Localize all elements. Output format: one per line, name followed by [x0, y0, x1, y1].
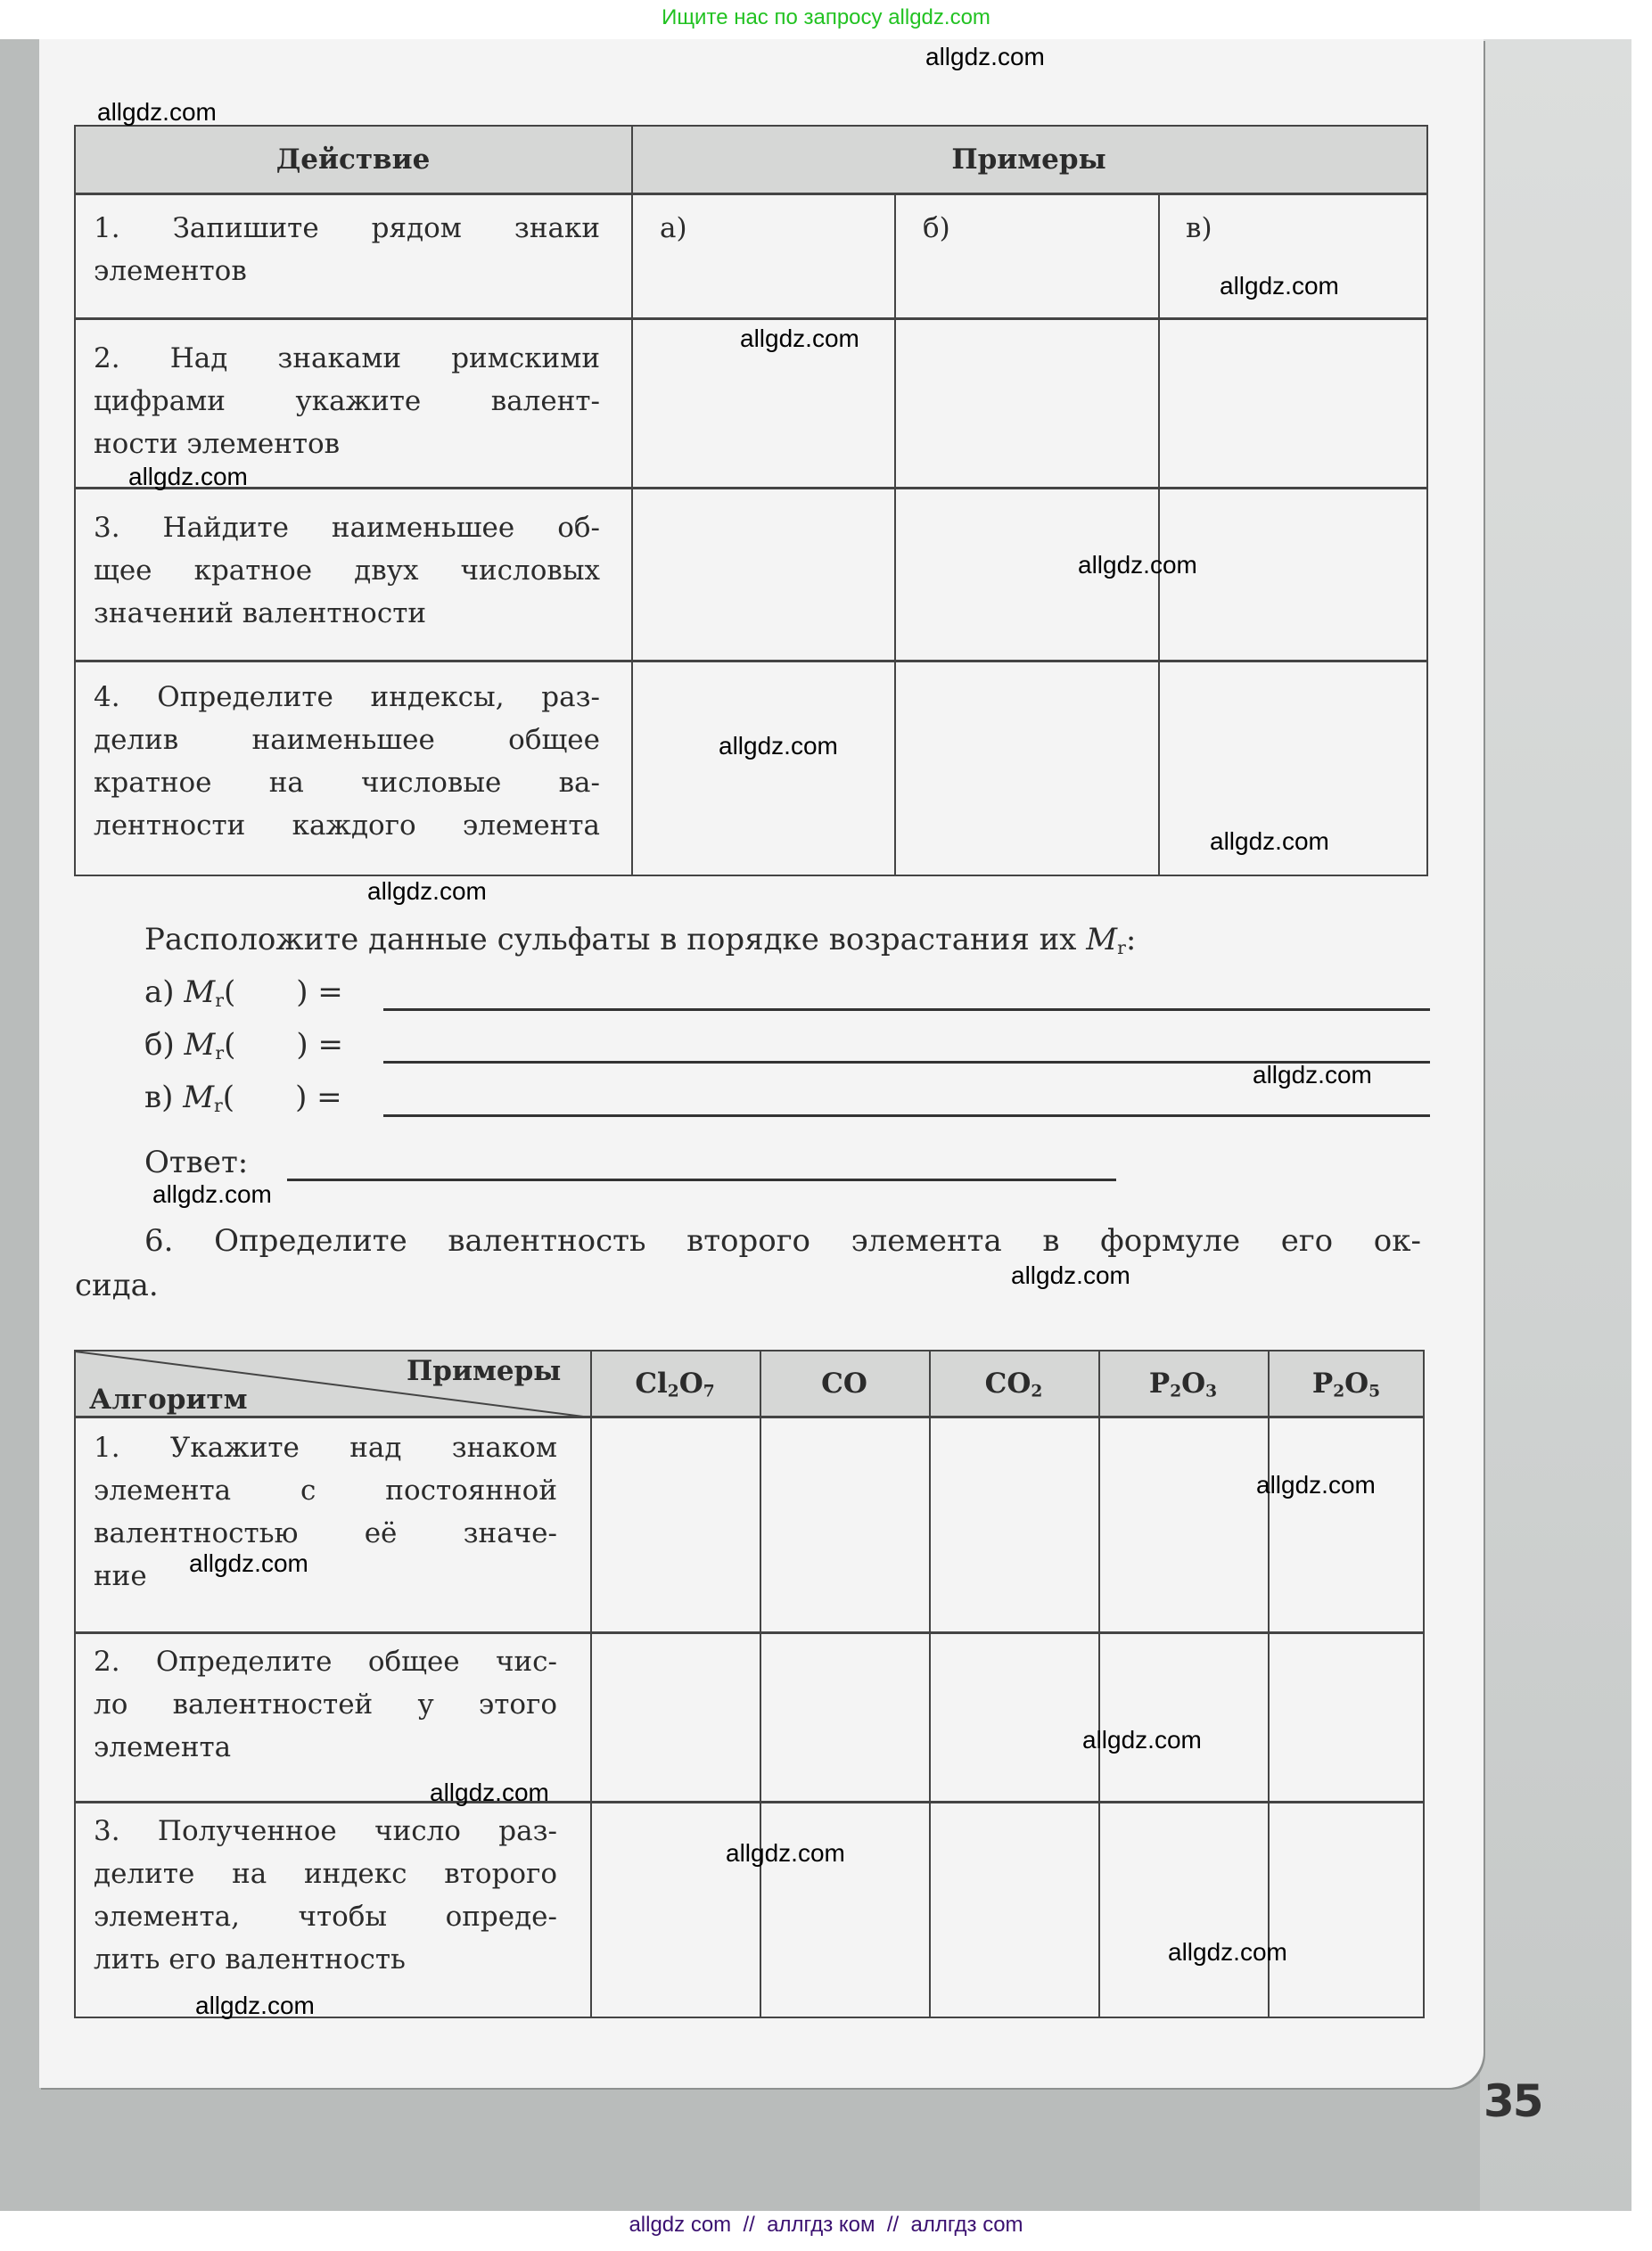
table1-col-divider	[631, 125, 633, 876]
watermark: allgdz.com	[430, 1779, 549, 1806]
step-4-line: 4. Определите индексы, раз-	[94, 681, 600, 713]
task6-line2: сида.	[75, 1268, 159, 1303]
algo-step-1-line: 1. Укажите над знаком	[94, 1432, 557, 1464]
example-label-a: а)	[660, 212, 687, 244]
watermark: allgdz.com	[189, 1549, 308, 1577]
top-banner	[0, 0, 1652, 39]
paren-open: (	[224, 1027, 236, 1063]
watermark: allgdz.com	[367, 877, 487, 905]
algo-step-3-line: 3. Полученное число раз-	[94, 1815, 557, 1847]
example-label-b: б)	[923, 212, 950, 244]
watermark: allgdz.com	[726, 1839, 845, 1867]
watermark: allgdz.com	[1253, 1061, 1372, 1089]
algo-step-1-line: ние	[94, 1560, 147, 1592]
oxide-p2o5: $P_2O_5$	[1311, 1368, 1381, 1401]
watermark: allgdz.com	[1082, 1726, 1202, 1754]
watermark: allgdz.com	[1220, 272, 1339, 300]
corner-algorithm-label: Алгоритм	[89, 1384, 248, 1416]
oxide-co2: $CO_2$	[984, 1368, 1043, 1401]
mr-symbol: M	[1086, 922, 1118, 957]
watermark: allgdz.com	[1078, 551, 1197, 579]
table2-col-divider	[1098, 1350, 1100, 2018]
sulfates-prompt	[144, 918, 1136, 969]
step-2-line: ности элементов	[94, 428, 341, 460]
algo-step-1-line: валентностью её значе-	[94, 1517, 557, 1549]
page-edge-strip	[1480, 39, 1631, 2211]
watermark: allgdz.com	[1256, 1471, 1376, 1499]
footer-text: allgdz com // аллгдз ком // аллгдз com	[629, 2213, 1023, 2237]
step-1-line: 1. Запишите рядом знаки	[94, 212, 600, 244]
watermark: allgdz.com	[1168, 1938, 1287, 1966]
task6-line1: 6. Определите валентность второго элемента в формуле его ок-	[144, 1223, 1421, 1259]
table1-row-divider	[74, 660, 1428, 662]
answer-line-c[interactable]	[383, 1114, 1430, 1117]
table1-row-divider	[74, 487, 1428, 489]
paren-open: (	[222, 1080, 235, 1115]
answer-line-a[interactable]	[383, 1008, 1430, 1011]
mr-subscript: r	[214, 1095, 223, 1117]
watermark: allgdz.com	[1210, 827, 1329, 855]
watermark: allgdz.com	[195, 1992, 315, 2019]
item-label: а)	[144, 974, 175, 1010]
paren-close: )	[296, 1027, 308, 1063]
table1-header-divider	[74, 193, 1428, 195]
paren-close: )	[295, 1080, 308, 1115]
step-2-line: 2. Над знаками римскими	[94, 342, 600, 374]
table2-row-divider	[74, 1801, 1425, 1803]
algo-step-3-line: делите на индекс второго	[94, 1858, 557, 1890]
equals: =	[317, 974, 343, 1010]
table1-row-divider	[74, 317, 1428, 320]
step-3-line: щее кратное двух числовых	[94, 555, 600, 587]
algo-step-2-line: ло валентностей у этого	[94, 1688, 557, 1721]
watermark: allgdz.com	[152, 1180, 272, 1208]
watermark: allgdz.com	[719, 732, 838, 760]
step-3-line: значений валентности	[94, 597, 427, 629]
table2-row-divider	[74, 1631, 1425, 1634]
mr-item-c	[144, 1076, 342, 1127]
watermark: allgdz.com	[97, 98, 217, 126]
mr-item-b	[144, 1023, 343, 1074]
step-1-line: элементов	[94, 255, 247, 287]
table2-col-divider	[760, 1350, 761, 2018]
step-3-line: 3. Найдите наименьшее об-	[94, 512, 600, 544]
watermark: allgdz.com	[1011, 1261, 1130, 1289]
algo-step-1-line: элемента с постоянной	[94, 1475, 557, 1507]
paren-open: (	[223, 974, 236, 1010]
table1-col-divider	[894, 194, 896, 876]
equals: =	[316, 1080, 342, 1115]
algo-step-3-line: элемента, чтобы опреде-	[94, 1901, 557, 1933]
header-examples: Примеры	[951, 144, 1106, 176]
colon: :	[1125, 922, 1137, 957]
mr-subscript: r	[215, 990, 224, 1012]
corner-examples-label: Примеры	[407, 1355, 562, 1387]
bottom-banner	[0, 2211, 1652, 2251]
mr-subscript: r	[215, 1042, 225, 1064]
prompt-text: Расположите данные сульфаты в порядке возрастания их	[144, 922, 1077, 957]
step-4-line: лентности каждого элемента	[94, 809, 600, 842]
mr-symbol: M	[183, 1080, 215, 1115]
oxide-co: CO	[821, 1368, 867, 1400]
table2-col-divider	[929, 1350, 931, 2018]
equals: =	[317, 1027, 343, 1063]
example-label-c: в)	[1186, 212, 1212, 244]
item-label: б)	[144, 1027, 175, 1063]
watermark: allgdz.com	[128, 463, 248, 490]
oxide-cl2o7: $Cl_2O_7$	[635, 1368, 715, 1401]
watermark: allgdz.com	[740, 325, 859, 352]
algo-step-2-line: 2. Определите общее чис-	[94, 1646, 557, 1678]
table1-col-divider	[1158, 194, 1160, 876]
answer-label: Ответ:	[144, 1145, 249, 1180]
step-4-line: делив наименьшее общее	[94, 724, 600, 756]
table2-col-divider	[590, 1350, 592, 2018]
mr-subscript: r	[1117, 937, 1126, 959]
answer-line-final[interactable]	[287, 1179, 1116, 1181]
table2-col-divider	[1268, 1350, 1270, 2018]
oxide-p2o3: $P_2O_3$	[1148, 1368, 1218, 1401]
mr-symbol: M	[184, 974, 216, 1010]
item-label: в)	[144, 1080, 174, 1115]
algo-step-3-line: лить его валентность	[94, 1943, 406, 1976]
mr-item-a	[144, 971, 343, 1022]
mr-symbol: M	[184, 1027, 216, 1063]
step-4-line: кратное на числовые ва-	[94, 767, 600, 799]
algo-step-2-line: элемента	[94, 1731, 232, 1763]
page-number: 35	[1484, 2075, 1542, 2127]
header-action: Действие	[275, 144, 431, 176]
banner-text: Ищите нас по запросу allgdz.com	[662, 5, 990, 29]
watermark: allgdz.com	[925, 43, 1045, 70]
step-2-line: цифрами укажите валент-	[94, 385, 600, 417]
paren-close: )	[296, 974, 308, 1010]
